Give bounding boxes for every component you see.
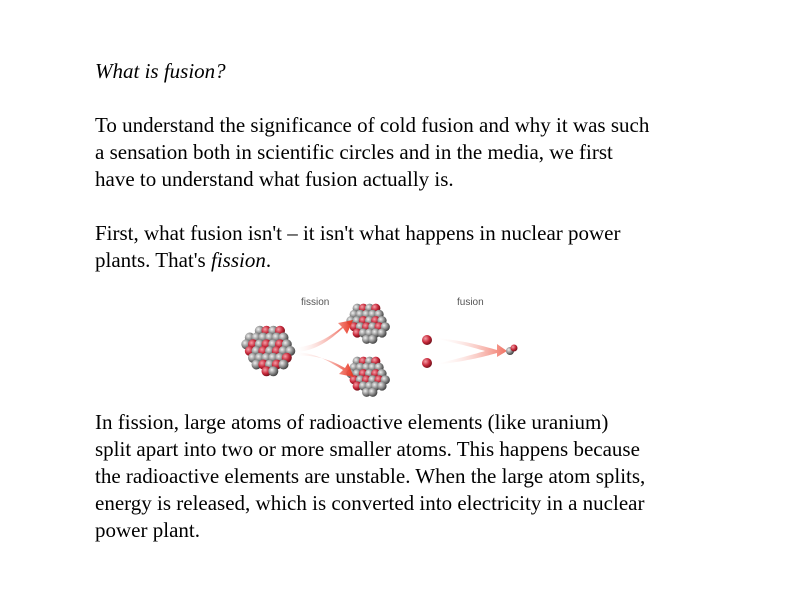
fusion-label: fusion — [457, 297, 484, 308]
nucleon — [268, 366, 278, 376]
fission-arrow-down — [293, 352, 354, 377]
text-line: power plant. — [95, 518, 200, 542]
text-line: a sensation both in scientific circles and in the media, we first — [95, 140, 613, 164]
fission-label: fission — [301, 297, 330, 308]
nucleon — [368, 388, 377, 397]
text-line: To understand the significance of cold fusion and why it was such — [95, 113, 650, 137]
fission-fusion-diagram — [235, 290, 535, 400]
uranium-nucleus — [241, 326, 295, 377]
nucleon — [377, 328, 386, 337]
nucleon — [377, 381, 386, 390]
fission-arrow-up — [293, 320, 353, 352]
text-suffix: . — [265, 248, 272, 272]
text-line: energy is released, which is converted into electricity in a nuclear — [95, 491, 645, 515]
fission-emphasis: fission — [210, 248, 266, 272]
text-line: In fission, large atoms of radioactive elements (like uranium) — [95, 410, 609, 434]
page-title: What is fusion? — [95, 59, 226, 83]
light-nucleus-bottom — [422, 358, 432, 368]
fission-explanation-paragraph — [95, 409, 755, 544]
fission-intro-paragraph — [95, 220, 755, 274]
nucleon — [368, 335, 377, 344]
daughter-nucleus-top — [346, 304, 390, 344]
light-nucleus-top — [422, 335, 432, 345]
fusion-arrow — [433, 338, 507, 365]
diagram-graphic — [235, 290, 535, 400]
fused-nucleus-proton — [511, 345, 518, 352]
text-prefix: plants. That's — [95, 248, 211, 272]
nucleon — [279, 360, 289, 370]
text-line: split apart into two or more smaller atoms. This happens because — [95, 437, 640, 461]
text-line: have to understand what fusion actually is. — [95, 167, 454, 191]
text-line — [95, 247, 755, 274]
text-line: First, what fusion isn't – it isn't what happens in nuclear power — [95, 221, 621, 245]
intro-paragraph — [95, 112, 755, 193]
text-line: the radioactive elements are unstable. When the large atom splits, — [95, 464, 646, 488]
